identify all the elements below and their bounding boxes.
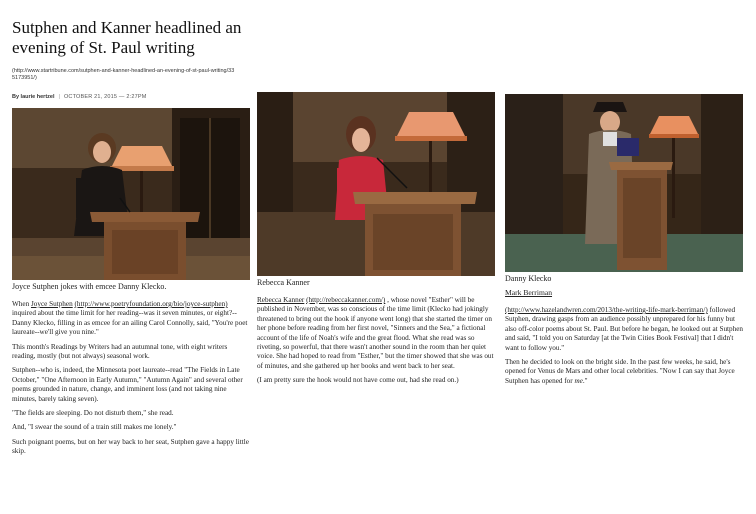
kanner-rest: , whose novel "Esther" will be published in November, was so conscious of the time limit (Klecko had jokingly threatened to bring out the hook if anyone went long) that she started the timer on her phone before reading from her first novel, "Sinners and the Sea," a fictional account of the life of Noah's wife and the great flood. What she read was so riveting, so powerful, that there wasn't another sound in the room than her quiet voice. She had hoped to read from "Esther," but the timer showed that she was out of minutes, and she gathered up her books and went back to her seat.	[257, 296, 494, 370]
p1-prefix: When	[12, 300, 31, 308]
paragraph-berriman	[505, 306, 745, 353]
p1-rest: inquired about the time limit for her reading--was it seven minutes, or eight?--Danny Klecko, filling in as emcee for an ailing Carol Connolly, said, "You're poet laureate--we'll give you nine."	[12, 309, 248, 337]
photo-joyce-sutphen	[12, 108, 250, 280]
link-joyce-sutphen-url[interactable]: (http://www.poetryfoundation.org/bio/joyce-sutphen)	[74, 300, 228, 308]
photo-joyce-sutphen-image	[12, 108, 250, 280]
emphasis-me: me	[574, 376, 583, 385]
column-1	[12, 18, 252, 462]
link-mark-berriman-url[interactable]: (http://www.hazelandwren.com/2013/the-writing-life-mark-berriman/)	[505, 306, 708, 314]
paragraph-bright-side	[505, 358, 745, 386]
photo-rebecca-kanner-image	[257, 92, 495, 276]
photo-caption-1: Joyce Sutphen jokes with emcee Danny Klecko.	[12, 282, 167, 291]
paragraph-hook: (I am pretty sure the hook would not have come out, had she read on.)	[257, 376, 459, 385]
link-rebecca-kanner[interactable]: Rebecca Kanner	[257, 296, 305, 304]
byline-author[interactable]: By laurie hertzel	[12, 94, 55, 100]
column-2	[257, 92, 497, 391]
paragraph-kanner	[257, 296, 497, 371]
paragraph-3: Sutphen--who is, indeed, the Minnesota poet laureate--read "The Fields in Late October," "One Afternoon in Early Autumn," "Autumn Again" and several other poems grounded in nature, change, and imminent loss (and not taking nine minutes, barely taking seven).	[12, 366, 243, 403]
paragraph-1	[12, 300, 252, 338]
paragraph-6: Such poignant poems, but on her way back to her seat, Sutphen gave a happy little skip.	[12, 437, 249, 456]
berriman-rest: followed Sutphen, drawing gasps from an audience possibly unprepared for his funny but also off-color poems about St. Paul. But before he began, he looked out at Sutphen and said, "I told you on Saturday [at the Twin Cities Book Festival] that I didn't want to follow you."	[505, 306, 744, 352]
byline-separator: |	[58, 94, 60, 100]
photo-danny-klecko-image	[505, 94, 743, 272]
column-3	[505, 94, 745, 391]
byline	[12, 94, 252, 100]
byline-date: OCTOBER 21, 2015 — 2:27PM	[63, 94, 147, 100]
link-rebecca-kanner-url[interactable]: (http://rebeccakanner.com/)	[306, 296, 386, 304]
bright-side-text: Then he decided to look on the bright side. In the past few weeks, he said, he's opened for Venus de Mars and other local celebrities. "Now I can say that Joyce Sutphen has opened for	[505, 358, 735, 385]
photo-caption-3: Danny Klecko	[505, 274, 552, 283]
paragraph-2: This month's Readings by Writers had an autumnal tone, with eight writers reading, mostly (but not always) seasonal work.	[12, 342, 228, 361]
paragraph-5: And, "I swear the sound of a train still makes me lonely."	[12, 423, 177, 432]
photo-danny-klecko	[505, 94, 743, 272]
photo-rebecca-kanner	[257, 92, 495, 276]
link-joyce-sutphen[interactable]: Joyce Sutphen	[30, 300, 73, 308]
article-headline: Sutphen and Kanner headlined an evening of St. Paul writing	[12, 18, 242, 57]
paragraph-4: "The fields are sleeping. Do not disturb them," she read.	[12, 409, 174, 418]
link-mark-berriman[interactable]: Mark Berriman	[505, 288, 553, 297]
bright-side-end: ."	[582, 376, 588, 385]
photo-caption-2: Rebecca Kanner	[257, 278, 310, 287]
source-url[interactable]: (http://www.startribune.com/sutphen-and-kanner-headlined-an-evening-of-st-paul-writing/335173951/)	[12, 68, 235, 81]
